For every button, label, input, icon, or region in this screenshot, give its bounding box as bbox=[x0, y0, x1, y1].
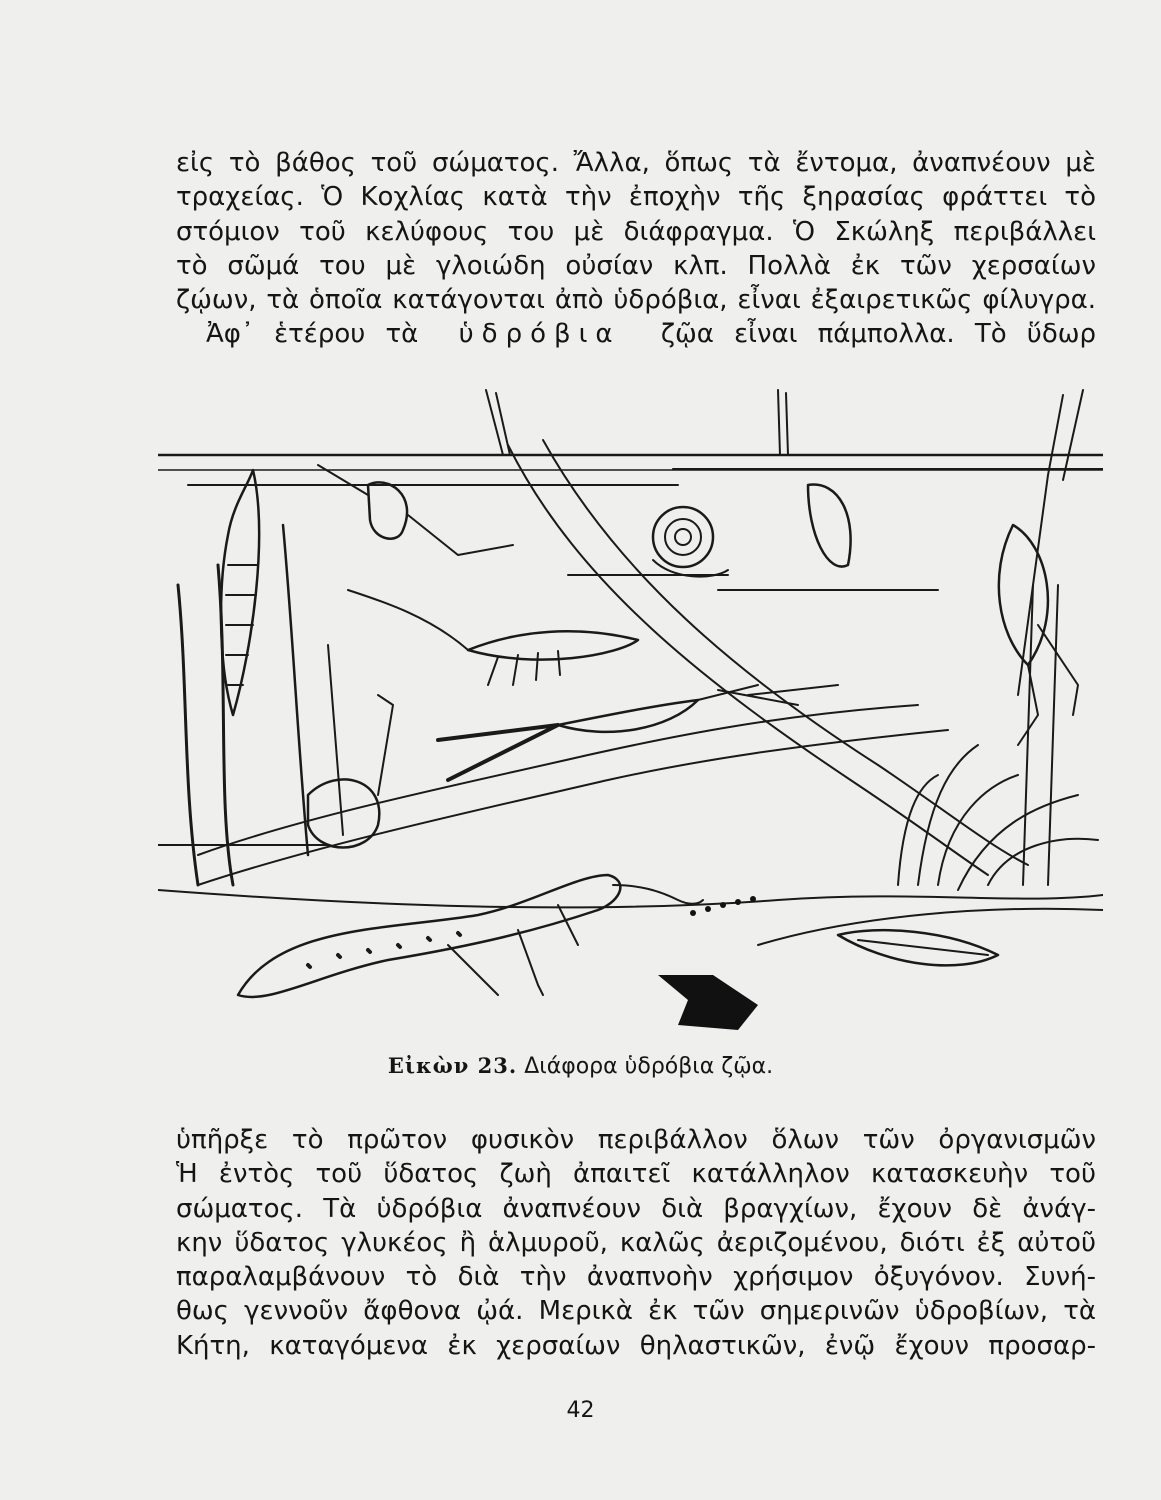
text-line: τραχείας. Ὁ Κοχλίας κατὰ τὴν ἐποχὴν τῆς ξηρασίας φράττει τὸ bbox=[176, 182, 1096, 213]
top-paragraph bbox=[176, 146, 1096, 352]
shrimp bbox=[468, 631, 638, 659]
text-line: παραλαμβάνουν τὸ διὰ τὴν ἀναπνοὴν χρήσιμον ὀξυγόνον. Συνή- bbox=[176, 1262, 1096, 1293]
snail-shell bbox=[665, 519, 701, 555]
bug-leg bbox=[318, 465, 513, 555]
bottom-paragraph bbox=[176, 1123, 1096, 1363]
rock bbox=[658, 975, 758, 1030]
figure-caption-text: Διάφορα ὑδρόβια ζῷα. bbox=[524, 1054, 774, 1079]
text-line: Κήτη, καταγόμενα ἐκ χερσαίων θηλαστικῶν, ἐνῷ ἔχουν προσαρ- bbox=[176, 1330, 1096, 1361]
water-plant bbox=[283, 525, 308, 855]
snail-shell bbox=[653, 507, 713, 567]
grass bbox=[988, 839, 1098, 885]
insect bbox=[808, 485, 851, 567]
larva bbox=[221, 470, 259, 715]
grass bbox=[918, 745, 978, 885]
page-number: 42 bbox=[566, 1398, 595, 1423]
text-fragment: Ἀφ᾿ ἑτέρου τὰ bbox=[206, 319, 419, 350]
text-fragment: ζῷα εἶναι πάμπολλα. Τὸ ὕδωρ bbox=[660, 319, 1096, 350]
text-line: εἰς τὸ βάθος τοῦ σώματος. Ἄλλα, ὅπως τὰ ἔντομα, ἀναπνέουν μὲ bbox=[176, 148, 1096, 178]
figure-illustration-aquatic-animals bbox=[158, 385, 1103, 1040]
text-line: κην ὕδατος γλυκέος ἢ ἁλμυροῦ, καλῶς ἀεριζομένου, διότι ἐξ αὐτοῦ bbox=[176, 1227, 1096, 1258]
snail-shell bbox=[675, 529, 691, 545]
bug bbox=[368, 482, 407, 538]
figure-label: Εἰκὼν 23. bbox=[387, 1053, 518, 1078]
text-line-emphasis bbox=[176, 317, 1096, 351]
shrimp-antenna bbox=[348, 590, 468, 650]
reed bbox=[786, 393, 788, 455]
reed bbox=[778, 390, 780, 455]
text-line: Ἡ ἐντὸς τοῦ ὕδατος ζωὴ ἀπαιτεῖ κατάλληλον κατασκευὴν τοῦ bbox=[176, 1159, 1096, 1190]
text-line: ζῴων, τὰ ὁποῖα κατάγονται ἀπὸ ὑδρόβια, εἶναι ἐξαιρετικῶς φίλυγρα. bbox=[176, 285, 1096, 316]
lake-bottom bbox=[758, 909, 1103, 945]
water-plant bbox=[178, 585, 198, 885]
reed bbox=[1063, 390, 1083, 480]
nymph-tail bbox=[438, 725, 558, 780]
text-line: θως γεννοῦν ἄφθονα ᾠά. Μερικὰ ἐκ τῶν σημερινῶν ὑδροβίων, τὰ bbox=[176, 1296, 1096, 1327]
reed bbox=[486, 390, 503, 455]
insect bbox=[999, 525, 1048, 665]
log bbox=[198, 730, 948, 885]
branch bbox=[508, 445, 988, 875]
grass bbox=[958, 795, 1078, 890]
insect-leg bbox=[1018, 625, 1078, 745]
larva-segment bbox=[226, 565, 258, 685]
beetle-leg bbox=[378, 695, 393, 795]
spaced-term: ὑδρόβια bbox=[458, 319, 621, 350]
water-plant bbox=[328, 645, 343, 835]
text-line: στόμιον τοῦ κελύφους του μὲ διάφραγμα. Ὁ Σκώληξ περιβάλλει bbox=[176, 216, 1096, 247]
newt bbox=[238, 875, 620, 997]
beetle bbox=[308, 779, 379, 847]
text-line: ὑπῆρξε τὸ πρῶτον φυσικὸν περιβάλλον ὅλων τῶν ὀργανισμῶν bbox=[176, 1125, 1096, 1155]
newt-tongue bbox=[613, 885, 703, 904]
branch bbox=[543, 440, 1028, 865]
figure-caption bbox=[0, 1053, 1161, 1079]
lake-bottom bbox=[158, 890, 1103, 907]
text-line: τὸ σῶμά του μὲ γλοιώδη οὐσίαν κλπ. Πολλὰ ἐκ τῶν χερσαίων bbox=[176, 250, 1096, 281]
text-line: σώματος. Τὰ ὑδρόβια ἀναπνέουν διὰ βραγχίων, ἔχουν δὲ ἀνάγ- bbox=[176, 1193, 1096, 1224]
newt-leg bbox=[448, 905, 578, 995]
nymph bbox=[558, 700, 698, 732]
